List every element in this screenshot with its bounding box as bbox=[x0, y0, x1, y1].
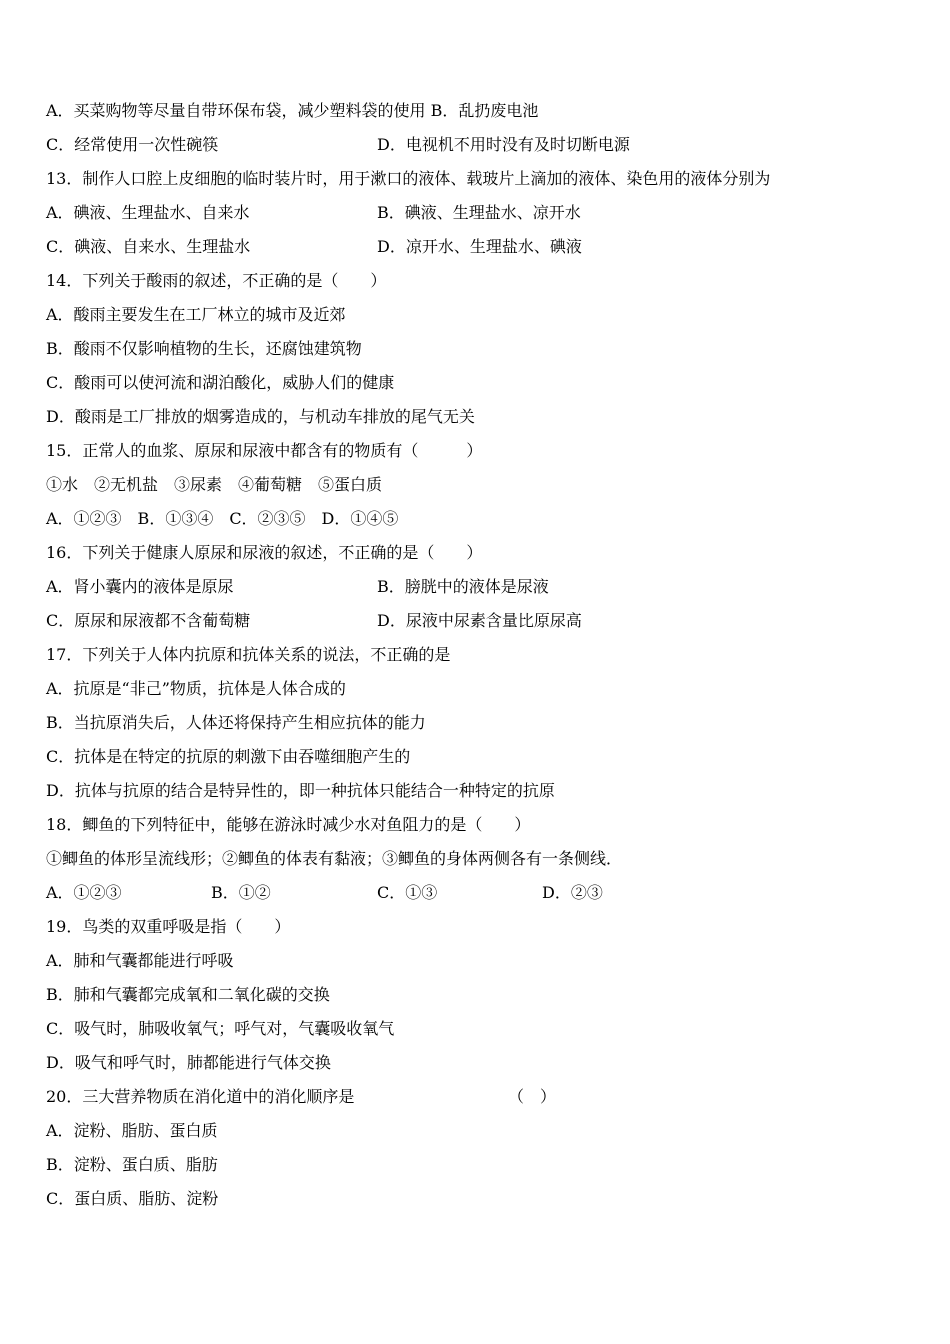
option-row bbox=[46, 609, 910, 633]
option-line bbox=[46, 99, 910, 123]
option-d: D．尿液中尿素含量比原尿高 bbox=[377, 611, 582, 630]
option-row bbox=[46, 235, 910, 259]
option-c bbox=[46, 745, 910, 769]
option-text: B．淀粉、蛋白质、脂肪 bbox=[46, 1155, 218, 1174]
option-d: D．②③ bbox=[542, 883, 603, 902]
option-b: B．①② bbox=[211, 883, 271, 902]
options-text: A．①②③ B．①③④ C．②③⑤ D．①④⑤ bbox=[46, 509, 399, 528]
option-text: B．肺和气囊都完成氧和二氧化碳的交换 bbox=[46, 985, 330, 1004]
substance-list bbox=[46, 473, 910, 497]
option-a bbox=[46, 677, 910, 701]
question-17 bbox=[46, 643, 910, 667]
option-row bbox=[46, 201, 910, 225]
question-13 bbox=[46, 167, 910, 191]
list-text: ①水 ②无机盐 ③尿素 ④葡萄糖 ⑤蛋白质 bbox=[46, 475, 383, 494]
option-text: A．淀粉、脂肪、蛋白质 bbox=[46, 1121, 218, 1140]
list-text: ①鲫鱼的体形呈流线形；②鲫鱼的体表有黏液；③鲫鱼的身体两侧各有一条侧线． bbox=[46, 849, 623, 868]
answer-blank: （ ） bbox=[508, 1087, 557, 1106]
question-text: 15．正常人的血浆、原尿和尿液中都含有的物质有（ ） bbox=[46, 441, 483, 460]
option-text: D．酸雨是工厂排放的烟雾造成的，与机动车排放的尾气无关 bbox=[46, 407, 475, 426]
option-text: B．当抗原消失后，人体还将保持产生相应抗体的能力 bbox=[46, 713, 426, 732]
option-a: A．肾小囊内的液体是原尿 bbox=[46, 577, 234, 596]
option-text: A．肺和气囊都能进行呼吸 bbox=[46, 951, 234, 970]
question-text: 14．下列关于酸雨的叙述，不正确的是（ ） bbox=[46, 271, 387, 290]
option-c bbox=[46, 1187, 910, 1211]
question-text: 13．制作人口腔上皮细胞的临时装片时，用于漱口的液体、载玻片上滴加的液体、染色用的液体分别为 bbox=[46, 169, 771, 188]
option-row bbox=[46, 881, 910, 905]
option-b bbox=[46, 1153, 910, 1177]
option-b bbox=[46, 983, 910, 1007]
question-text: 18．鲫鱼的下列特征中，能够在游泳时减少水对鱼阻力的是（ ） bbox=[46, 815, 531, 834]
question-14 bbox=[46, 269, 910, 293]
option-a: A．碘液、生理盐水、自来水 bbox=[46, 203, 250, 222]
option-text: D．抗体与抗原的结合是特异性的，即一种抗体只能结合一种特定的抗原 bbox=[46, 781, 555, 800]
option-text: B．酸雨不仅影响植物的生长，还腐蚀建筑物 bbox=[46, 339, 362, 358]
question-20 bbox=[46, 1085, 910, 1109]
option-b bbox=[46, 711, 910, 735]
option-row bbox=[46, 575, 910, 599]
option-b bbox=[46, 337, 910, 361]
option-a bbox=[46, 303, 910, 327]
option-text: A．买菜购物等尽量自带环保布袋，减少塑料袋的使用 B．乱扔废电池 bbox=[46, 101, 539, 120]
option-d bbox=[46, 405, 910, 429]
option-c: C．原尿和尿液都不含葡萄糖 bbox=[46, 611, 251, 630]
question-text: 17．下列关于人体内抗原和抗体关系的说法，不正确的是 bbox=[46, 645, 451, 664]
option-c bbox=[46, 1017, 910, 1041]
option-b: B．膀胱中的液体是尿液 bbox=[377, 577, 549, 596]
question-text: 20．三大营养物质在消化道中的消化顺序是 bbox=[46, 1087, 355, 1106]
option-d: D．电视机不用时没有及时切断电源 bbox=[377, 135, 630, 154]
option-a bbox=[46, 949, 910, 973]
option-text: C．吸气时，肺吸收氧气；呼气对，气囊吸收氧气 bbox=[46, 1019, 395, 1038]
option-d: D．凉开水、生理盐水、碘液 bbox=[377, 237, 582, 256]
option-text: C．酸雨可以使河流和湖泊酸化，威胁人们的健康 bbox=[46, 373, 395, 392]
option-c: C．碘液、自来水、生理盐水 bbox=[46, 237, 251, 256]
option-text: D．吸气和呼气时，肺都能进行气体交换 bbox=[46, 1053, 331, 1072]
option-text: C．蛋白质、脂肪、淀粉 bbox=[46, 1189, 219, 1208]
option-d bbox=[46, 779, 910, 803]
option-c: C．①③ bbox=[377, 883, 438, 902]
option-a: A．①②③ bbox=[46, 883, 122, 902]
option-c: C．经常使用一次性碗筷 bbox=[46, 135, 219, 154]
question-text: 19．鸟类的双重呼吸是指（ ） bbox=[46, 917, 291, 936]
option-text: A．抗原是“非己”物质，抗体是人体合成的 bbox=[46, 679, 346, 698]
question-18 bbox=[46, 813, 910, 837]
feature-list bbox=[46, 847, 910, 871]
option-b: B．碘液、生理盐水、凉开水 bbox=[377, 203, 581, 222]
question-15 bbox=[46, 439, 910, 463]
question-text: 16．下列关于健康人原尿和尿液的叙述，不正确的是（ ） bbox=[46, 543, 483, 562]
option-text: C．抗体是在特定的抗原的刺激下由吞噬细胞产生的 bbox=[46, 747, 411, 766]
option-text: A．酸雨主要发生在工厂林立的城市及近郊 bbox=[46, 305, 346, 324]
option-c bbox=[46, 371, 910, 395]
option-a bbox=[46, 1119, 910, 1143]
option-row bbox=[46, 133, 910, 157]
option-row bbox=[46, 507, 910, 531]
question-19 bbox=[46, 915, 910, 939]
question-16 bbox=[46, 541, 910, 565]
option-d bbox=[46, 1051, 910, 1075]
